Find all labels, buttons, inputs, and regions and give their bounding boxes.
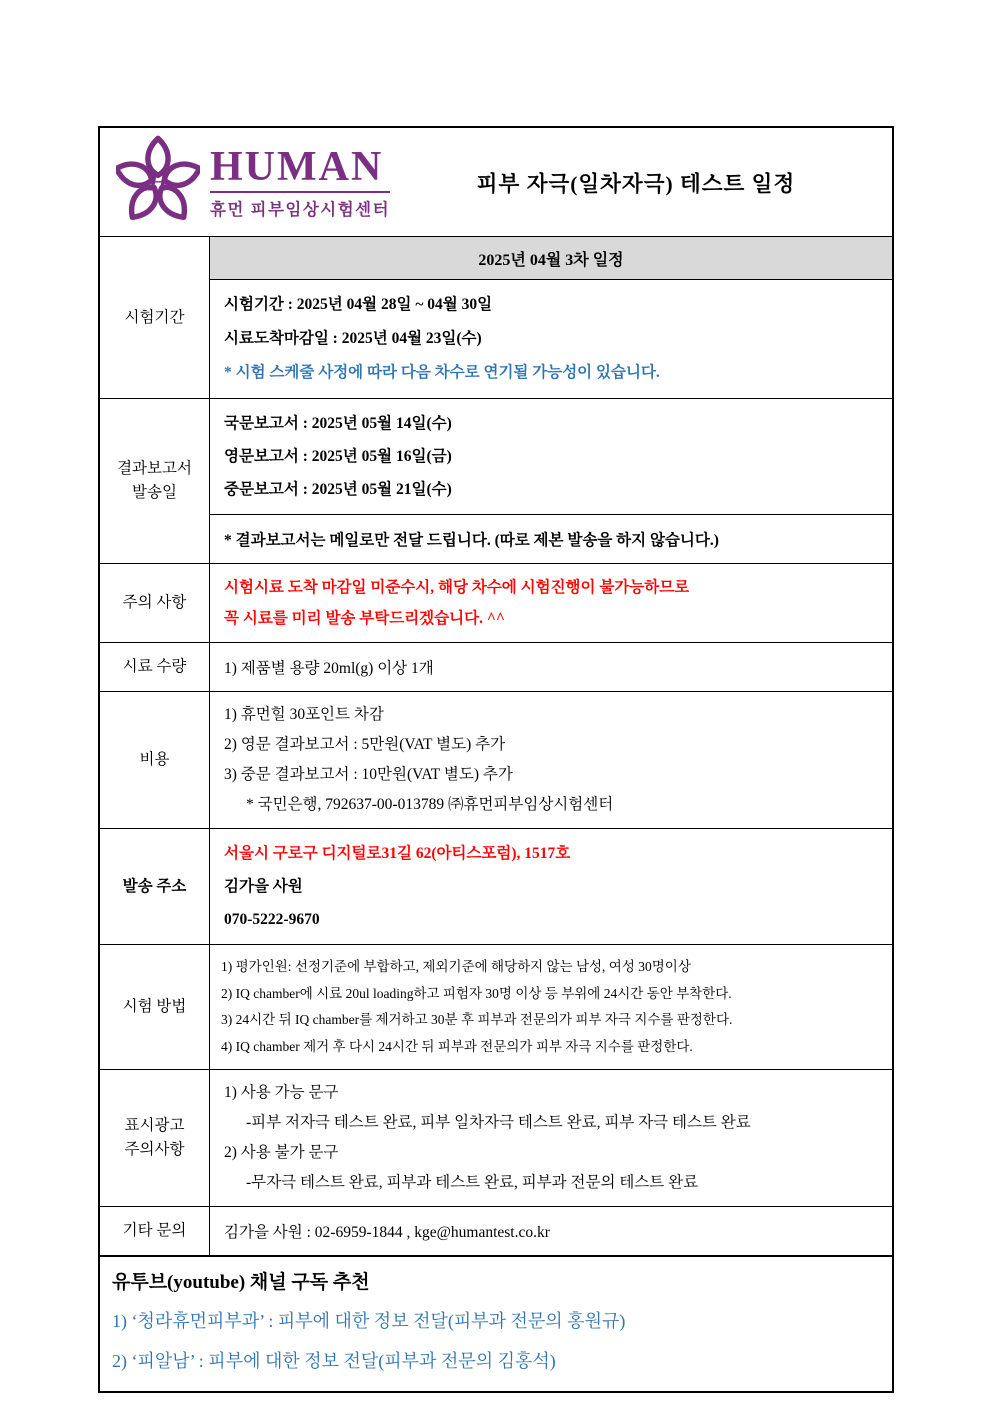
schedule-header-cell: 2025년 04월 3차 일정	[210, 237, 892, 280]
advertising-forbidden-phrases: -무자극 테스트 완료, 피부과 테스트 완료, 피부과 전문의 테스트 완료	[246, 1174, 699, 1191]
row-label-shipping-address: 발송 주소	[100, 829, 210, 944]
youtube-channel-item: 2) ‘피알남’ : 피부에 대한 정보 전달(피부과 전문의 김홍석)	[112, 1351, 556, 1371]
test-period-line: 시료도착마감일 : 2025년 04월 23일(수)	[224, 330, 482, 347]
cost-line: 1) 휴먼힐 30포인트 차감	[224, 706, 384, 723]
report-date-line: 중문보고서 : 2025년 05월 21일(수)	[224, 481, 452, 498]
cautions-content	[210, 564, 892, 642]
cost-bank-account: * 국민은행, 792637-00-013789 ㈜휴먼피부임상시험센터	[246, 796, 614, 813]
row-label-report-dates	[100, 399, 210, 563]
row-test-period	[100, 236, 892, 398]
row-cautions	[100, 563, 892, 642]
cost-content	[210, 692, 892, 828]
flower-logo-icon	[116, 135, 200, 229]
row-label-line: 주의사항	[124, 1141, 185, 1158]
row-label-test-period: 시험기간	[100, 237, 210, 398]
test-method-content	[210, 945, 892, 1069]
row-label-line: 결과보고서	[117, 460, 192, 477]
row-report-dates	[100, 398, 892, 563]
youtube-channel-item: 1) ‘청라휴먼피부과’ : 피부에 대한 정보 전달(피부과 전문의 홍원규)	[112, 1311, 626, 1331]
row-shipping-address	[100, 828, 892, 944]
document-frame	[98, 126, 894, 1393]
youtube-section-heading: 유투브(youtube) 채널 구독 추천	[112, 1272, 370, 1293]
report-dates-note: * 결과보고서는 메일로만 전달 드립니다. (따로 제본 발송을 하지 않습니다.)	[210, 514, 892, 563]
cost-line: 3) 중문 결과보고서 : 10만원(VAT 별도) 추가	[224, 766, 513, 783]
test-method-step: 3) 24시간 뒤 IQ chamber를 제거하고 30분 후 피부과 전문의가 피부 자극 지수를 판정한다.	[221, 1012, 733, 1027]
row-sample-qty	[100, 642, 892, 691]
row-label-line: 발송일	[132, 484, 177, 501]
test-method-step: 1) 평가인원: 선정기준에 부합하고, 제외기준에 해당하지 않는 남성, 여성 30명이상	[221, 959, 691, 974]
shipping-contact-name: 김가을 사원	[224, 878, 303, 895]
report-dates-lines	[210, 399, 892, 514]
test-method-step: 2) IQ chamber에 시료 20ul loading하고 피험자 30명 이상 등 부위에 24시간 동안 부착한다.	[221, 985, 732, 1001]
company-logo	[116, 135, 390, 229]
advertising-allowed-phrases: -피부 저자극 테스트 완료, 피부 일차자극 테스트 완료, 피부 자극 테스트 완료	[246, 1114, 751, 1131]
other-inquiry-contact: 김가을 사원 : 02-6959-1844 , kge@humantest.co.kr	[224, 1224, 550, 1241]
youtube-recommendation-section	[100, 1255, 892, 1391]
test-period-content	[210, 237, 892, 398]
page-title: 피부 자극(일차자극) 테스트 일정	[476, 171, 796, 196]
document-header	[100, 128, 892, 236]
report-date-line: 영문보고서 : 2025년 05월 16일(금)	[224, 448, 452, 465]
brand-subtitle: 휴먼 피부임상시험센터	[210, 191, 390, 220]
row-label-cautions: 주의 사항	[100, 564, 210, 642]
row-test-method	[100, 944, 892, 1069]
test-period-lines	[210, 280, 892, 398]
report-dates-content	[210, 399, 892, 563]
row-label-test-method: 시험 방법	[100, 945, 210, 1069]
test-period-note: * 시험 스케줄 사정에 따라 다음 차수로 연기될 가능성이 있습니다.	[224, 364, 660, 381]
test-method-step: 4) IQ chamber 제거 후 다시 24시간 뒤 피부과 전문의가 피부 자극 지수를 판정한다.	[221, 1038, 693, 1054]
row-other-inquiry	[100, 1206, 892, 1255]
test-period-line: 시험기간 : 2025년 04월 28일 ~ 04월 30일	[224, 296, 493, 313]
row-label-sample-qty: 시료 수량	[100, 643, 210, 691]
shipping-address-content	[210, 829, 892, 944]
row-cost	[100, 691, 892, 828]
sample-qty-line: 1) 제품별 용량 20ml(g) 이상 1개	[224, 660, 434, 677]
advertising-content	[210, 1070, 892, 1206]
report-date-line: 국문보고서 : 2025년 05월 14일(수)	[224, 415, 452, 432]
brand-name: HUMAN	[210, 143, 384, 190]
shipping-phone: 070-5222-9670	[224, 911, 320, 928]
row-label-advertising	[100, 1070, 210, 1206]
advertising-line: 1) 사용 가능 문구	[224, 1084, 339, 1101]
row-label-cost: 비용	[100, 692, 210, 828]
advertising-line: 2) 사용 불가 문구	[224, 1144, 339, 1161]
logo-text-block	[210, 145, 390, 220]
cost-line: 2) 영문 결과보고서 : 5만원(VAT 별도) 추가	[224, 736, 506, 753]
row-label-line: 표시광고	[124, 1117, 185, 1134]
shipping-address-line: 서울시 구로구 디지털로31길 62(아티스포럼), 1517호	[224, 845, 571, 862]
caution-line: 꼭 시료를 미리 발송 부탁드리겠습니다. ^^	[224, 610, 505, 627]
row-advertising	[100, 1069, 892, 1206]
row-label-other-inquiry: 기타 문의	[100, 1207, 210, 1255]
caution-line: 시험시료 도착 마감일 미준수시, 해당 차수에 시험진행이 불가능하므로	[224, 579, 690, 596]
flower-logo-letter: H	[148, 169, 168, 197]
